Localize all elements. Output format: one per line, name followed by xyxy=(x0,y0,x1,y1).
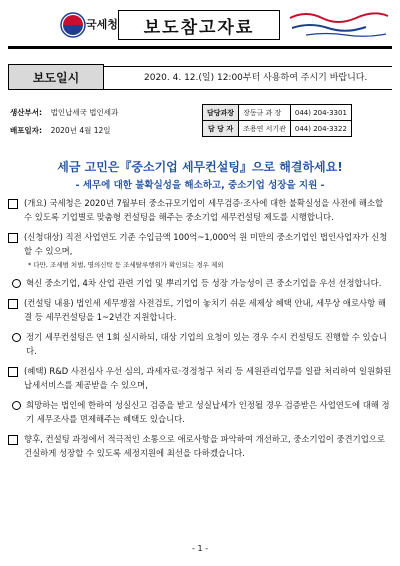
paragraph-overview xyxy=(8,196,392,224)
nts-logo-icon xyxy=(58,10,88,40)
paragraph-text: (개요) 국세청은 2020년 7월부터 중소규모기업이 세무검증·조사에 대한 불확실성을 사전에 해소할 수 있도록 기업별로 맞춤형 컨설팅을 해주는 중소기업 세무컨설팅 제도를 시행합니다. xyxy=(24,198,384,222)
circle-bullet-icon xyxy=(12,279,21,288)
contact-table xyxy=(202,104,352,137)
headline: 세금 고민은『중소기업 세무컨설팅』으로 해결하세요! xyxy=(57,160,343,174)
paragraph-outlook xyxy=(8,432,392,460)
checkbox-bullet-icon xyxy=(8,299,18,309)
checkbox-bullet-icon xyxy=(8,199,18,209)
checkbox-bullet-icon xyxy=(8,233,18,243)
contact-name: 장동규 과 장 xyxy=(239,105,291,121)
circle-bullet-icon xyxy=(12,333,21,342)
page-title: 보도참고자료 xyxy=(118,10,280,40)
dept-line xyxy=(10,107,118,118)
contact-phone: 044) 204-3322 xyxy=(290,121,351,137)
release-text: 2020. 4. 12.(일) 12:00부터 사용하여 주시기 바랍니다. xyxy=(144,73,368,83)
paragraph-text: (신청대상) 직전 사업연도 기준 수입금액 100억~1,000억 원 미만의 중소기업인 법인사업자가 신청할 수 있으며, xyxy=(24,232,388,256)
header-rule xyxy=(8,46,392,49)
contact-phone: 044) 204-3301 xyxy=(290,105,351,121)
sub-item xyxy=(8,330,392,358)
sub-item xyxy=(8,398,392,426)
body-content xyxy=(8,196,392,466)
sub-item-text: 희망하는 법인에 한하여 성실신고 검증을 받고 성실납세가 인정될 경우 검증받은 사업연도에 대해 정기 세무조사를 면제해주는 혜택도 있습니다. xyxy=(26,400,390,424)
subheadline: - 세무에 대한 불확실성을 해소하고, 중소기업 성장을 지원 - xyxy=(75,180,325,191)
contact-header: 담당과장 xyxy=(203,105,239,121)
paragraph-benefits xyxy=(8,364,392,392)
dept-label: 생산부서: xyxy=(10,108,42,117)
release-label: 보도일시 xyxy=(8,64,104,90)
dept-value: 법인납세국 법인세과 xyxy=(50,108,119,117)
checkbox-bullet-icon xyxy=(8,367,18,377)
paragraph-text: (컨설팅 내용) 법인세 세무쟁점 사전검토, 기업이 놓치기 쉬운 세제상 혜택 안내, 세무상 애로사항 해결 등 세무컨설팅을 1~2년간 지원합니다. xyxy=(24,298,386,322)
page-number: - 1 - xyxy=(192,544,208,553)
agency-name: 국세청 xyxy=(86,18,118,31)
distribution-value: 2020년 4월 12일 xyxy=(50,126,111,135)
paragraph-content xyxy=(8,296,392,324)
checkbox-bullet-icon xyxy=(8,435,18,445)
circle-bullet-icon xyxy=(12,401,21,410)
paragraph-text: (혜택) R&D 사전심사 우선 심의, 과세자료·경정청구 처리 등 세원관리업무를 일괄 처리하여 일원화된 납세서비스를 제공받을 수 있으며, xyxy=(24,366,392,390)
slogan-logo-icon xyxy=(286,8,392,40)
paragraph-eligibility xyxy=(8,230,392,258)
sub-item-text: 정기 세무컨설팅은 연 1회 실시하되, 대상 기업의 요청이 있는 경우 수시 컨설팅도 진행할 수 있습니다. xyxy=(26,332,387,356)
distribution-line xyxy=(10,125,111,136)
contact-header: 담 당 자 xyxy=(203,121,239,137)
sub-item xyxy=(8,276,392,290)
contact-row xyxy=(203,121,352,137)
paragraph-text: 향후, 컨설팅 과정에서 적극적인 소통으로 애로사항을 파악하여 개선하고, 중소기업이 중견기업으로 건실하게 성장할 수 있도록 세정지원에 최선을 다하겠습니다. xyxy=(24,434,385,458)
contact-row xyxy=(203,105,352,121)
distribution-label: 배포일자: xyxy=(10,126,42,135)
contact-name: 조용연 서기관 xyxy=(239,121,291,137)
footnote: * 다만, 조세범 처벌, 명의신탁 등 조세탈루행위가 확인되는 경우 제외 xyxy=(28,261,224,269)
sub-item-text: 혁신 중소기업, 4차 산업 관련 기업 및 뿌리기업 등 성장 가능성이 큰 중소기업을 우선 선정합니다. xyxy=(26,278,382,288)
